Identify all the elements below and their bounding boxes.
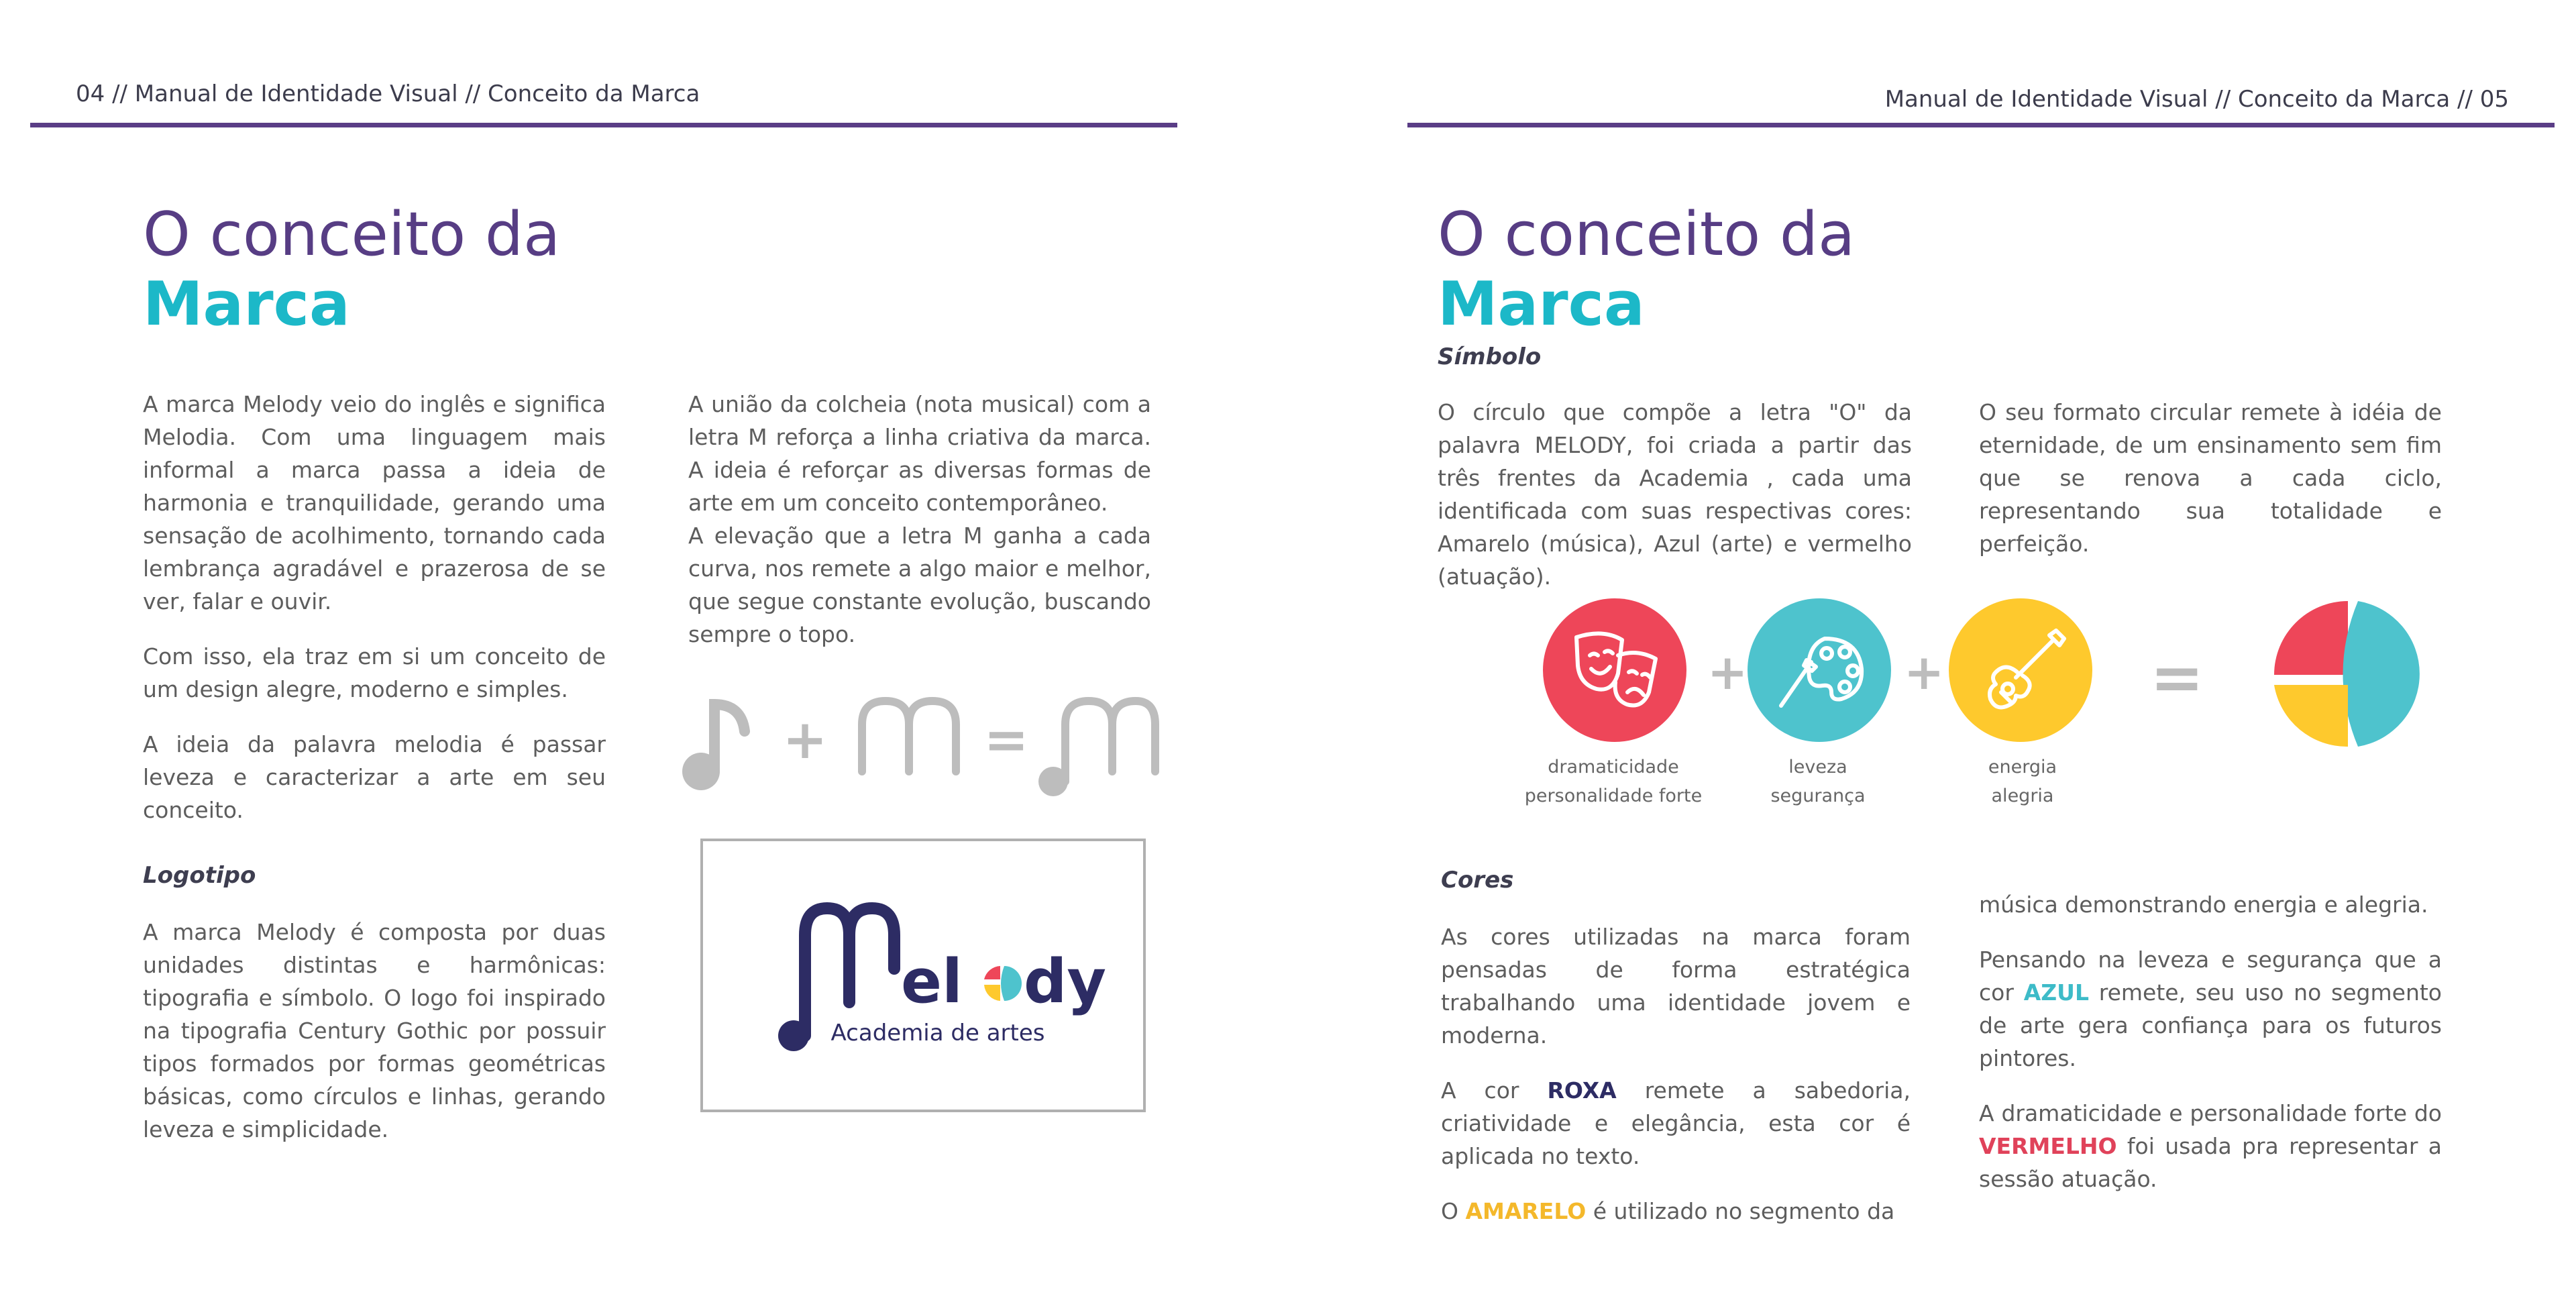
text-part: é utilizado no segmento da <box>1586 1198 1895 1224</box>
melody-logo <box>703 841 1143 1110</box>
text-part: A cor <box>1441 1077 1548 1103</box>
logotipo-heading: Logotipo <box>143 862 256 889</box>
azul-highlight: AZUL <box>2023 979 2089 1006</box>
paragraph: A ideia da palavra melodia é passar leveza e caracterizar a arte em seu conceito. <box>143 731 606 823</box>
right-page-title <box>1438 200 1855 339</box>
simbolo-column-1: O círculo que compõe a letra "O" da palavra MELODY, foi criada a partir das três frentes da Academia , cada uma identificada com suas respectivas cores: Amarelo (música), Azul (arte) e vermelho (atuação). <box>1438 399 1912 590</box>
left-column-1 <box>143 388 606 849</box>
title-line2: Marca <box>1438 269 1645 339</box>
guitar-icon <box>1949 598 2092 742</box>
note-m-symbol-icon <box>1038 701 1155 796</box>
amarelo-highlight: AMARELO <box>1465 1198 1587 1224</box>
roxa-highlight: ROXA <box>1547 1077 1617 1103</box>
paragraph <box>1979 1097 2442 1195</box>
paragraph: A marca Melody veio do inglês e significa Melodia. Com uma linguagem mais informal a marca passa a ideia de harmonia e tranquilidade, gerando uma sensação de acolhimento, tornando cada lembrança agradável e prazerosa de se ver, falar e ouvir. <box>143 391 606 614</box>
right-header-rule <box>1407 123 2555 127</box>
paragraph: música demonstrando energia e alegria. <box>1979 892 2428 918</box>
caption-line: personalidade forte <box>1524 786 1703 806</box>
letter-m-icon <box>862 701 956 771</box>
paragraph: A elevação que a letra M ganha a cada curva, nos remete a algo maior e melhor, que segue constante evolução, buscando sempre o topo. <box>688 523 1151 647</box>
text-part: remete, seu uso no segmento de arte gera confiança para os futuros pintores. <box>1979 979 2442 1071</box>
text-part: A dramaticidade e personalidade forte do <box>1979 1100 2442 1126</box>
caption-line: segurança <box>1770 786 1866 806</box>
plus-operator: + <box>1904 644 1945 700</box>
paragraph: A união da colcheia (nota musical) com a letra M reforça a linha criativa da marca. A ideia é reforçar as diversas formas de arte em um conceito contemporâneo. <box>688 391 1151 516</box>
text-part: remete a sabedoria, criatividade e elegância, esta cor é aplicada no texto. <box>1441 1077 1911 1169</box>
caption-line: leveza <box>1788 757 1847 777</box>
text-part: foi usada pra representar a sessão atuação. <box>1979 1133 2442 1192</box>
logo-tagline: Academia de artes <box>830 1020 1045 1046</box>
formula-plus: + <box>782 708 828 771</box>
plus-operator: + <box>1707 644 1748 700</box>
note-plus-m-formula <box>678 684 1161 805</box>
logo-word-part1: el <box>901 947 963 1017</box>
music-caption <box>1925 753 2120 810</box>
drama-circle <box>1543 598 1686 742</box>
right-page-header: Manual de Identidade Visual // Conceito da Marca // 05 <box>1884 86 2509 113</box>
caption-line: dramaticidade <box>1548 757 1679 777</box>
cores-column-1 <box>1441 920 1911 1250</box>
cores-column-2 <box>1979 888 2442 1218</box>
paragraph: Com isso, ela traz em si um conceito de um design alegre, moderno e simples. <box>143 643 606 702</box>
paragraph <box>1441 1074 1911 1173</box>
simbolo-column-2: O seu formato circular remete à idéia de eternidade, de um ensinamento sem fim que se renova a cada ciclo, representando sua totalidade e perfeição. <box>1979 399 2442 557</box>
paint-palette-icon <box>1748 598 1891 742</box>
formula-equals: = <box>983 708 1029 771</box>
left-page-title <box>143 200 560 339</box>
paragraph <box>1441 1195 1911 1228</box>
melody-o-symbol-icon <box>2271 596 2425 750</box>
caption-line: alegria <box>1991 786 2054 806</box>
theater-masks-icon <box>1543 598 1686 742</box>
simbolo-heading: Símbolo <box>1438 343 1542 370</box>
vermelho-highlight: VERMELHO <box>1979 1133 2117 1159</box>
text-part: Pensando na leveza e segurança que a cor <box>1979 947 2442 1006</box>
equals-operator: = <box>2150 640 2204 715</box>
title-line1: O conceito da <box>1438 199 1856 270</box>
music-note-icon <box>682 704 745 790</box>
paragraph: As cores utilizadas na marca foram pensadas de forma estratégica trabalhando uma identidade jovem e moderna. <box>1441 924 1911 1048</box>
music-circle <box>1949 598 2092 742</box>
left-header-rule <box>30 123 1177 127</box>
logo-word-part2: dy <box>1024 947 1107 1017</box>
art-circle <box>1748 598 1891 742</box>
melody-o-symbol-icon <box>984 966 1022 1001</box>
title-line2: Marca <box>143 269 350 339</box>
formula-graphic <box>678 684 1161 805</box>
caption-line: energia <box>1988 757 2057 777</box>
left-column-2 <box>688 388 1151 673</box>
cores-heading: Cores <box>1441 867 1514 894</box>
text-part: O <box>1441 1198 1466 1224</box>
art-caption <box>1717 753 1919 810</box>
paragraph <box>1979 943 2442 1075</box>
logotipo-text: A marca Melody é composta por duas unidades distintas e harmônicas: tipografia e símbolo. O logo foi inspirado na tipografia Century Gothic por possuir tipos formados por formas geométricas básicas, como círculos e linhas, gerando leveza e simplicidade. <box>143 919 606 1142</box>
left-page-header: 04 // Manual de Identidade Visual // Conceito da Marca <box>76 80 700 107</box>
melody-logo-box <box>700 839 1146 1112</box>
title-line1: O conceito da <box>143 199 561 270</box>
brand-symbol <box>2271 596 2425 750</box>
